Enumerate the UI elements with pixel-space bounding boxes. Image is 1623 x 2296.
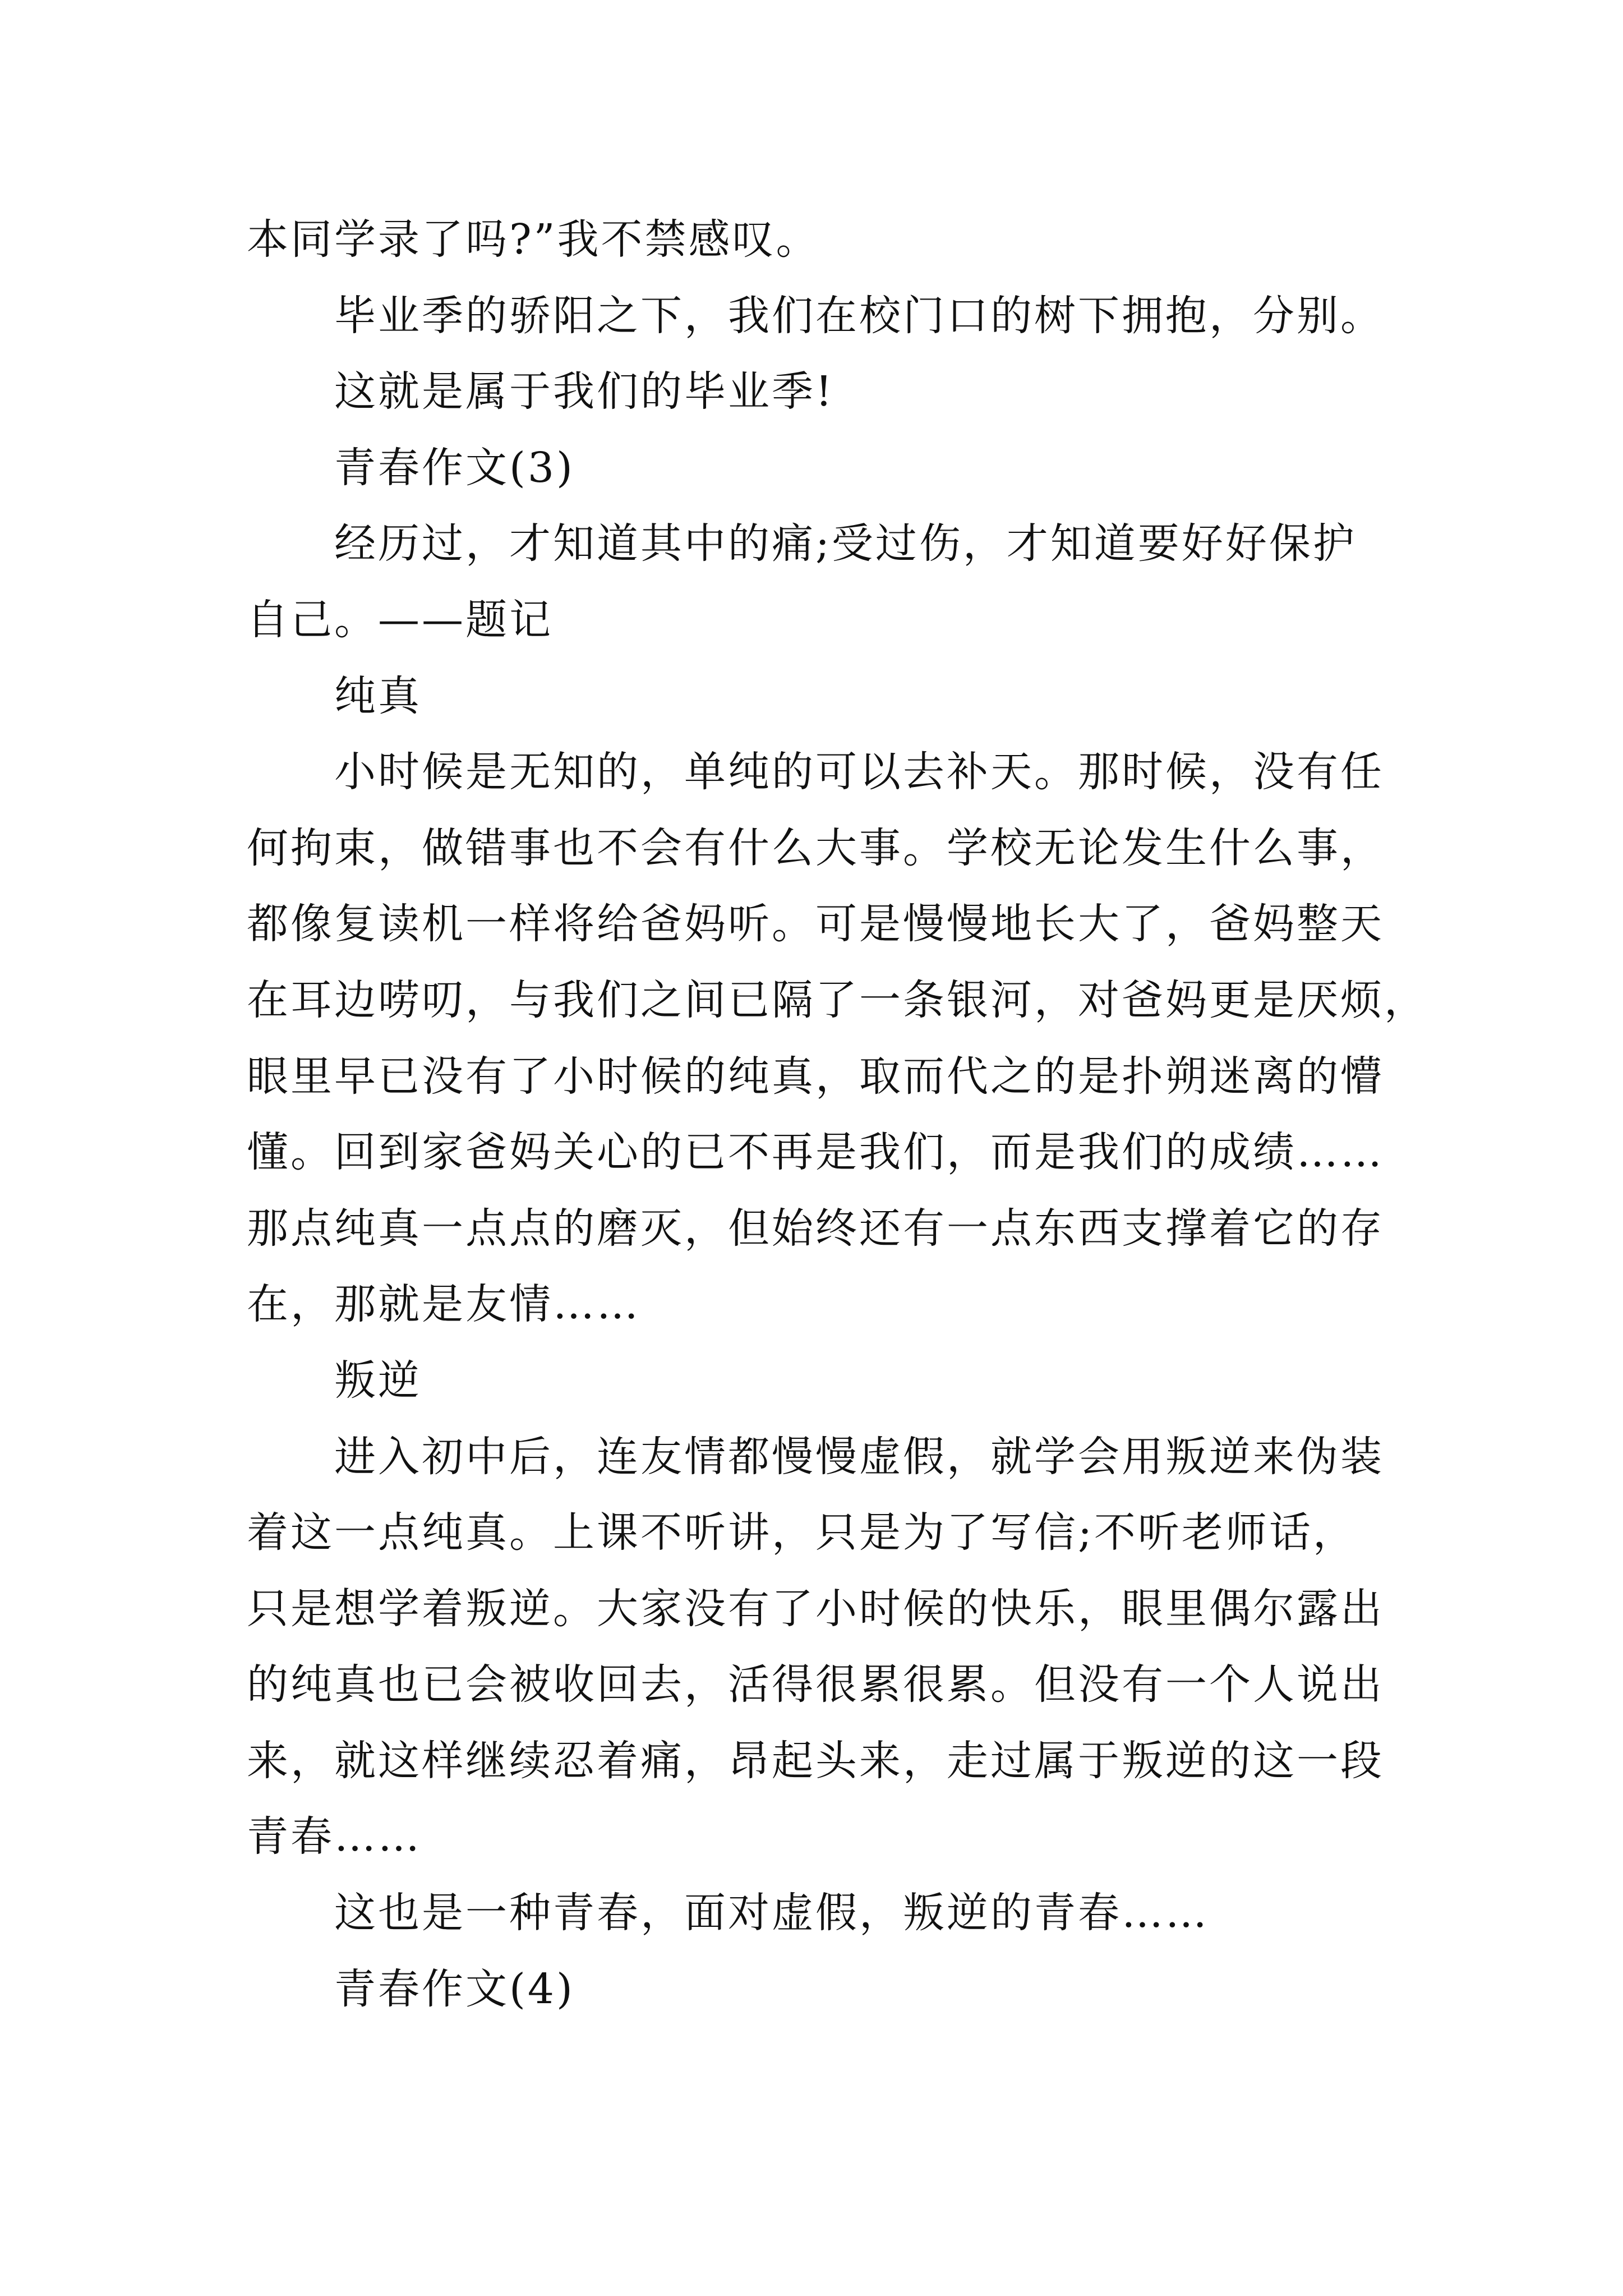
subheading-purity <box>247 659 1391 735</box>
document-body <box>247 202 1428 2027</box>
text-line: 都像复读机一样将给爸妈听。可是慢慢地长大了，爸妈整天 <box>247 900 1384 949</box>
heading-text: 青春作文(4) <box>334 1964 575 2013</box>
text-line: 小时候是无知的，单纯的可以去补天。那时候，没有任 <box>334 748 1384 797</box>
paragraph-3 <box>247 354 1391 430</box>
text-line: 那点纯真一点点的磨灭，但始终还有一点东西支撑着它的存 <box>247 1204 1384 1253</box>
text-line: 青春…… <box>247 1812 422 1861</box>
text-line: 本同学录了吗?”我不禁感叹。 <box>247 215 820 264</box>
text-line: 经历过，才知道其中的痛;受过伤，才知道要好好保护 <box>334 519 1357 568</box>
closing-paragraph <box>247 1875 1391 1952</box>
text-line: 毕业季的骄阳之下，我们在校门口的树下拥抱，分别。 <box>334 291 1384 340</box>
rebellion-paragraph <box>247 1419 1391 1876</box>
text-line: 着这一点纯真。上课不听讲，只是为了写信;不听老师话， <box>247 1508 1357 1557</box>
text-line: 这也是一种青春，面对虚假，叛逆的青春…… <box>334 1889 1209 1938</box>
epigraph-paragraph <box>247 506 1391 658</box>
text-line: 何拘束，做错事也不会有什么大事。学校无论发生什么事， <box>247 823 1384 872</box>
text-line: 在耳边唠叨，与我们之间已隔了一条银河，对爸妈更是厌烦， <box>247 976 1428 1024</box>
purity-paragraph <box>247 734 1428 1343</box>
text-line: 的纯真也已会被收回去，活得很累很累。但没有一个人说出 <box>247 1660 1384 1709</box>
text-line: 眼里早已没有了小时候的纯真，取而代之的是扑朔迷离的懵 <box>247 1052 1384 1101</box>
text-line: 这就是属于我们的毕业季! <box>334 367 834 416</box>
text-line: 来，就这样继续忍着痛，昂起头来，走过属于叛逆的这一段 <box>247 1736 1384 1785</box>
subheading-rebellion <box>247 1343 1391 1419</box>
section-heading-4 <box>247 1952 1391 2028</box>
subheading-text: 纯真 <box>334 671 422 720</box>
section-heading-3 <box>247 430 1391 507</box>
text-line: 懂。回到家爸妈关心的已不再是我们，而是我们的成绩…… <box>247 1128 1384 1177</box>
heading-text: 青春作文(3) <box>334 443 575 492</box>
text-line: 进入初中后，连友情都慢慢虚假，就学会用叛逆来伪装 <box>334 1432 1384 1481</box>
text-line: 自己。——题记 <box>247 595 553 644</box>
paragraph-2 <box>247 278 1391 355</box>
text-line: 在，那就是友情…… <box>247 1280 640 1329</box>
subheading-text: 叛逆 <box>334 1356 422 1405</box>
paragraph-1 <box>247 202 1391 278</box>
text-line: 只是想学着叛逆。大家没有了小时候的快乐，眼里偶尔露出 <box>247 1584 1384 1633</box>
